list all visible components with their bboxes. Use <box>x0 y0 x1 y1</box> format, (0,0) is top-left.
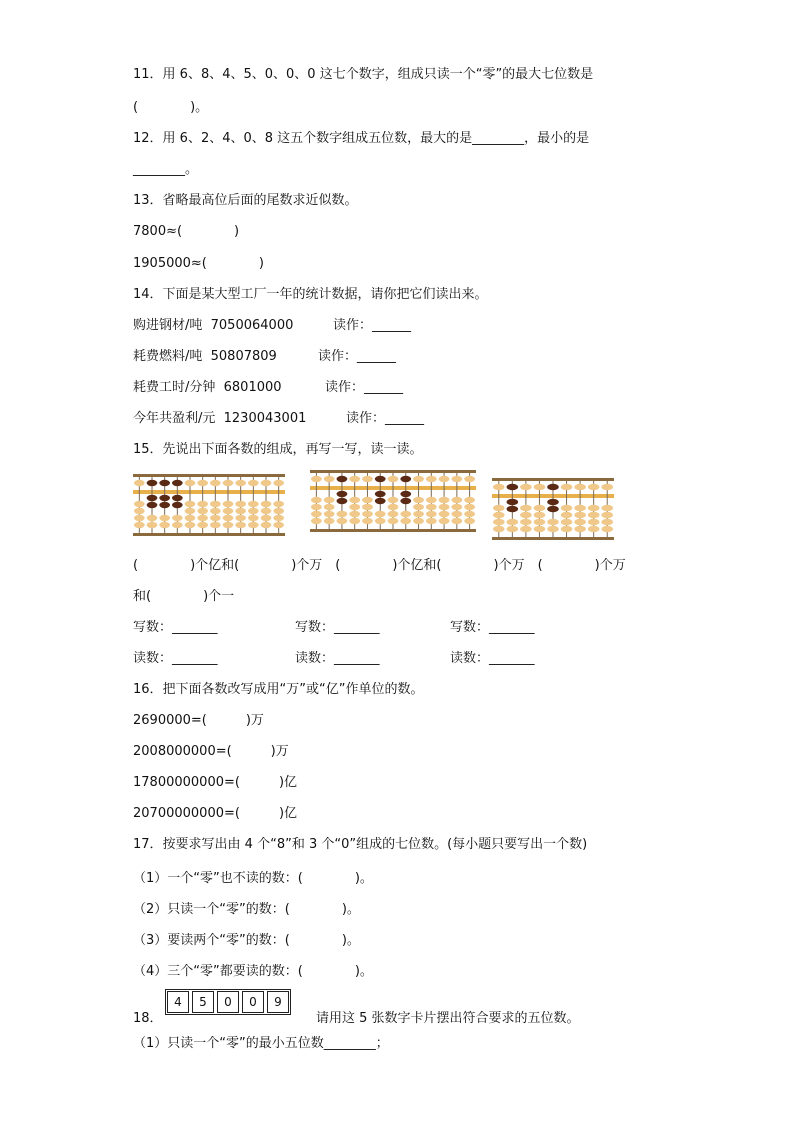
q14-row-item: 购进钢材/吨 7050064000 <box>133 318 294 333</box>
q18-sub1: （1）只读一个“零”的最小五位数________； <box>133 1036 389 1051</box>
q15-fill1: ( )个亿和( )个万 ( )个亿和( )个万 ( )个万 <box>133 558 626 573</box>
digit-cards <box>165 989 291 1015</box>
q15-read-3: 读数：_______ <box>450 651 535 666</box>
q11-line2: ( )。 <box>133 100 209 115</box>
abacus-1 <box>133 474 285 536</box>
abacus-3 <box>492 478 614 540</box>
q11-line1: 11．用 6、8、4、5、0、0、0 这七个数字，组成只读一个“零”的最大七位数是 <box>133 67 594 82</box>
q14-row-item: 耗费工时/分钟 6801000 <box>133 380 282 395</box>
q15-write-1: 写数：_______ <box>133 620 218 635</box>
q15-title: 15．先说出下面各数的组成，再写一写，读一读。 <box>133 442 423 457</box>
digit-card: 0 <box>217 991 239 1013</box>
q17-item: （2）只读一个“零”的数：( )。 <box>133 902 360 917</box>
q16-title: 16．把下面各数改写成用“万”或“亿”作单位的数。 <box>133 682 424 697</box>
q16-item: 17800000000=( )亿 <box>133 775 298 790</box>
q14-row-read: 读作：______ <box>346 411 425 426</box>
q18-text: 请用这 5 张数字卡片摆出符合要求的五位数。 <box>316 1011 580 1026</box>
q15-write-2: 写数：_______ <box>295 620 380 635</box>
q14-row-read: 读作：______ <box>318 349 397 364</box>
q16-item: 2690000=( )万 <box>133 713 264 728</box>
digit-card: 4 <box>167 991 189 1013</box>
q13-b: 1905000≈( ) <box>133 256 264 271</box>
q15-write-3: 写数：_______ <box>450 620 535 635</box>
q17-item: （3）要读两个“零”的数：( )。 <box>133 933 360 948</box>
q15-read-2: 读数：_______ <box>295 651 380 666</box>
q12-line2: ________。 <box>133 162 199 177</box>
q14-row-read: 读作：______ <box>325 380 404 395</box>
q14-row-item: 耗费燃料/吨 50807809 <box>133 349 277 364</box>
digit-card: 5 <box>192 991 214 1013</box>
q17-item: （4）三个“零”都要读的数：( )。 <box>133 964 373 979</box>
q18-number: 18． <box>133 1011 163 1026</box>
abacus-2 <box>310 470 476 532</box>
digit-card: 0 <box>242 991 264 1013</box>
q15-fill2: 和( )个一 <box>133 589 235 604</box>
q13-a: 7800≈( ) <box>133 224 240 239</box>
q14-row-item: 今年共盈利/元 1230043001 <box>133 411 307 426</box>
q14-row-read: 读作：______ <box>333 318 412 333</box>
q14-title: 14．下面是某大型工厂一年的统计数据，请你把它们读出来。 <box>133 287 488 302</box>
q13-title: 13．省略最高位后面的尾数求近似数。 <box>133 193 358 208</box>
q17-item: （1）一个“零”也不读的数：( )。 <box>133 871 373 886</box>
q15-read-1: 读数：_______ <box>133 651 218 666</box>
q16-item: 20700000000=( )亿 <box>133 806 298 821</box>
digit-card: 9 <box>267 991 289 1013</box>
q16-item: 2008000000=( )万 <box>133 744 289 759</box>
q12-line1: 12．用 6、2、4、0、8 这五个数字组成五位数，最大的是________，最小的是 <box>133 131 590 146</box>
q17-title: 17．按要求写出由 4 个“8”和 3 个“0”组成的七位数。(每小题只要写出一个数) <box>133 837 588 852</box>
